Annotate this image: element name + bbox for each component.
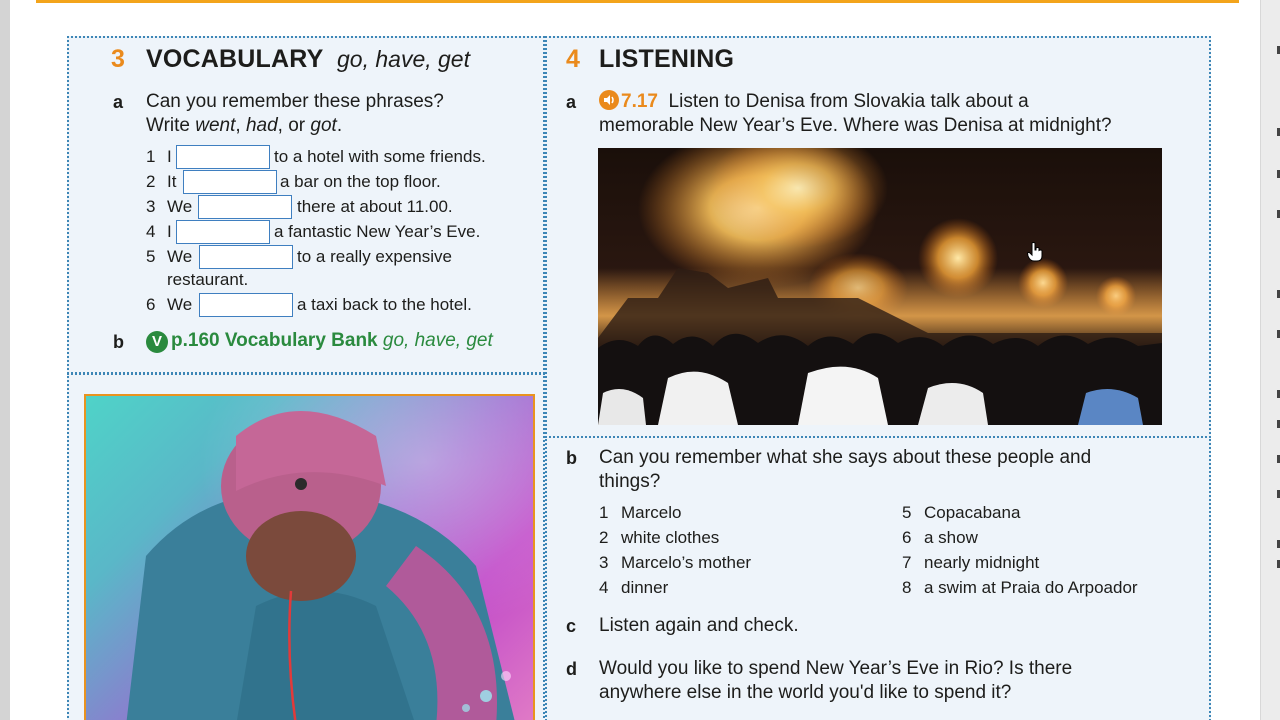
discussion-line-1: Would you like to spend New Year’s Eve in Rio? Is there [599, 658, 1073, 679]
list-item-number: 1 [599, 503, 609, 522]
item-number: 1 [146, 147, 156, 166]
dj-photo [84, 394, 535, 720]
list-item-number: 3 [599, 553, 609, 572]
item-text-continued: restaurant. [167, 270, 249, 289]
list-item-number: 2 [599, 528, 609, 547]
list-item: Copacabana [924, 503, 1021, 522]
item-text: there at about 11.00. [297, 197, 453, 216]
item-number: 2 [146, 172, 156, 191]
answer-blank-4[interactable] [176, 220, 270, 244]
top-accent-bar [36, 0, 1239, 3]
question-line-1: Can you remember what she says about these people and [599, 447, 1092, 468]
item-number: 3 [146, 197, 156, 216]
item-text: a fantastic New Year’s Eve. [274, 222, 481, 241]
section-number: 3 [111, 45, 125, 73]
answer-blank-1[interactable] [176, 145, 270, 169]
v-badge-icon: V [146, 331, 168, 353]
item-number: 5 [146, 247, 156, 266]
list-item-number: 8 [902, 578, 912, 597]
list-item: nearly midnight [924, 553, 1040, 572]
exercise-letter: a [113, 92, 124, 112]
fireworks-photo [598, 148, 1162, 425]
item-text: a bar on the top floor. [280, 172, 441, 191]
right-scroll-strip[interactable] [1260, 0, 1280, 720]
item-subject: I [167, 222, 172, 241]
instruction-line-2: Write went, had, or got. [146, 115, 343, 136]
list-item: dinner [621, 578, 669, 597]
list-item-number: 7 [902, 553, 912, 572]
item-subject: We [167, 295, 193, 314]
speaker-icon[interactable] [599, 90, 619, 110]
list-item: a swim at Praia do Arpoador [924, 578, 1138, 597]
list-item: Marcelo’s mother [621, 553, 752, 572]
item-text: to a really expensive [297, 247, 452, 266]
item-text: to a hotel with some friends. [274, 147, 486, 166]
exercise-letter: a [566, 92, 577, 112]
section-title: LISTENING [599, 45, 735, 73]
list-item-number: 4 [599, 578, 609, 597]
exercise-letter: c [566, 616, 577, 636]
item-text: a taxi back to the hotel. [297, 295, 472, 314]
list-item: Marcelo [621, 503, 682, 522]
item-subject: We [167, 247, 193, 266]
answer-blank-6[interactable] [199, 293, 293, 317]
hand-cursor-icon [1027, 242, 1043, 267]
item-subject: It [167, 172, 177, 191]
question-line-2: things? [599, 471, 661, 492]
item-number: 4 [146, 222, 156, 241]
track-number[interactable]: 7.17 [621, 91, 658, 112]
section-title: VOCABULARY [146, 45, 324, 73]
list-item: a show [924, 528, 978, 547]
list-item: white clothes [621, 528, 720, 547]
instruction-line-1: Can you remember these phrases? [146, 91, 444, 112]
item-subject: We [167, 197, 193, 216]
discussion-line-2: anywhere else in the world you'd like to spend it? [599, 682, 1012, 703]
audio-instruction-line-2: memorable New Year’s Eve. Where was Denisa at midnight? [599, 115, 1112, 136]
item-subject: I [167, 147, 172, 166]
exercise-letter: b [113, 332, 124, 352]
left-window-edge [0, 0, 10, 720]
audio-instruction-line-1: 7.17 Listen to Denisa from Slovakia talk about a [599, 90, 1029, 114]
exercise-letter: d [566, 659, 577, 679]
exercise-letter: b [566, 448, 577, 468]
list-item-number: 5 [902, 503, 912, 522]
instruction-text: Listen again and check. [599, 615, 799, 636]
vocabulary-bank-link[interactable]: p.160 Vocabulary Bank go, have, get [171, 330, 493, 351]
answer-blank-3[interactable] [198, 195, 292, 219]
answer-blank-5[interactable] [199, 245, 293, 269]
list-item-number: 6 [902, 528, 912, 547]
item-number: 6 [146, 295, 156, 314]
answer-blank-2[interactable] [183, 170, 277, 194]
section-number: 4 [566, 45, 580, 73]
section-subtitle: go, have, get [337, 46, 470, 72]
